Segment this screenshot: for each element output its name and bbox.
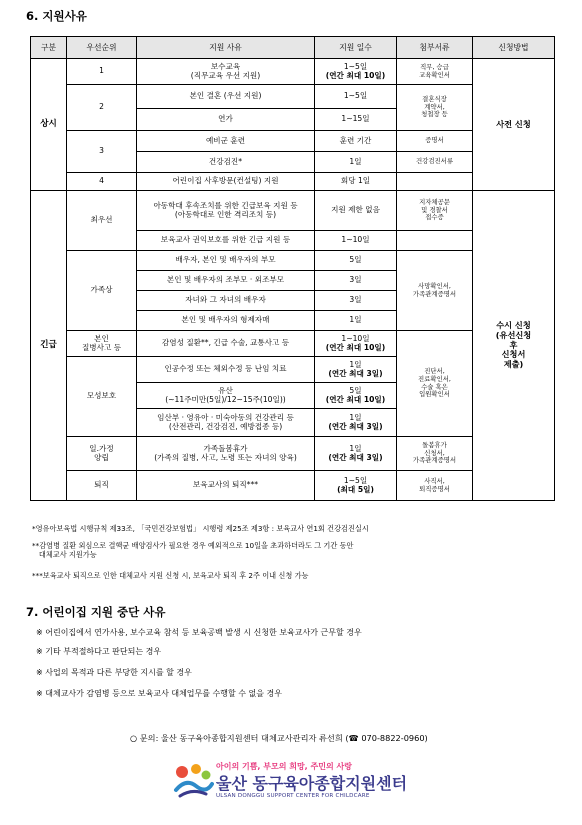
list-item: ※ 기타 부적절하다고 판단되는 경우: [36, 647, 162, 656]
docs-cell: 결혼식장 계약서, 청첩장 등: [397, 85, 473, 131]
days-cell: 1일 (연간 최대 3일): [315, 409, 397, 437]
docs-cell: 직무, 승급 교육확인서: [397, 59, 473, 85]
docs-cell: 건강검진서류: [397, 152, 473, 173]
header-priority: 우선순위: [67, 37, 137, 59]
days-cell: 5일 (연간 최대 10일): [315, 383, 397, 409]
days-cell: 5일: [315, 251, 397, 271]
logo-english: ULSAN DONGGU SUPPORT CENTER FOR CHILDCARE: [216, 793, 370, 799]
days-cell: 1~5일: [315, 85, 397, 109]
reason-cell: 건강검진*: [137, 152, 315, 173]
center-logo: [172, 760, 472, 810]
table-row: [31, 191, 555, 231]
reason-cell: 어린이집 사후방문(컨설팅) 지원: [137, 173, 315, 191]
header-category: 구분: [31, 37, 67, 59]
contact-info: ○ 문의: 울산 동구육아종합지원센터 대체교사관리자 류선희 (☎ 070-8822-0960): [130, 733, 428, 743]
reason-cell: 자녀와 그 자녀의 배우자: [137, 291, 315, 311]
docs-cell: 증명서: [397, 131, 473, 152]
docs-cell: [397, 173, 473, 191]
footnote-2: **감염병 질환 외심으로 결핵균 배양검사가 필요한 경우 예외적으로 10일을 초과하더라도 그 기간 동안 대체교사 지원가능: [32, 541, 354, 560]
reason-cell: 본인 및 배우자의 조부모 · 외조부모: [137, 271, 315, 291]
days-cell: 1~10일: [315, 231, 397, 251]
docs-cell: [397, 231, 473, 251]
docs-cell: 사망확인서, 가족관계증명서: [397, 251, 473, 331]
days-cell: 훈련 기간: [315, 131, 397, 152]
days-cell: 1~10일 (연간 최대 10일): [315, 331, 397, 357]
days-cell: 1~15일: [315, 109, 397, 131]
reason-cell: 연가: [137, 109, 315, 131]
footnote-1: *영유아보육법 시행규칙 제33조, 「국민건강보험법」 시행령 제25조 제3항 : 보육교사 연1회 건강검진실시: [32, 524, 369, 533]
table-header-row: [31, 37, 555, 59]
header-days: 지원 일수: [315, 37, 397, 59]
days-cell: 1일: [315, 311, 397, 331]
docs-cell: 진단서, 진료확인서, 수술 혹은 입원확인서: [397, 331, 473, 437]
priority-cell: 3: [67, 131, 137, 173]
group-top: 최우선: [67, 191, 137, 251]
reason-cell: 배우자, 본인 및 배우자의 부모: [137, 251, 315, 271]
days-cell: 지원 제한 없음: [315, 191, 397, 231]
method-urgent: 수시 신청 (유선신청 후 신청서 제출): [473, 191, 555, 501]
reason-cell: 가족돌봄휴가 (가족의 질병, 사고, 노령 또는 자녀의 양육): [137, 437, 315, 471]
table-row: [31, 59, 555, 85]
section6-title: 6. 지원사유: [26, 9, 87, 23]
days-cell: 1일 (연간 최대 3일): [315, 357, 397, 383]
group-family: 가족상: [67, 251, 137, 331]
days-cell: 회당 1일: [315, 173, 397, 191]
header-reason: 지원 사유: [137, 37, 315, 59]
reason-cell: 본인 및 배우자의 형제자매: [137, 311, 315, 331]
list-item: ※ 사업의 목적과 다른 부당한 지시를 할 경우: [36, 668, 192, 677]
days-cell: 1일 (연간 최대 3일): [315, 437, 397, 471]
header-docs: 첨부서류: [397, 37, 473, 59]
priority-cell: 4: [67, 173, 137, 191]
reason-cell: 예비군 훈련: [137, 131, 315, 152]
group-retire: 퇴직: [67, 471, 137, 501]
priority-cell: 1: [67, 59, 137, 85]
list-item: ※ 어린이집에서 연가사용, 보수교육 참석 등 보육공백 발생 시 신청한 보육교사가 근무할 경우: [36, 628, 362, 637]
days-cell: 3일: [315, 271, 397, 291]
footnote-3: ***보육교사 퇴직으로 인한 대체교사 지원 신청 시, 보육교사 퇴직 후 2주 이내 신청 가능: [32, 571, 309, 580]
days-cell: 1일: [315, 152, 397, 173]
logo-slogan: 아이의 기쁨, 부모의 희망, 주민의 사랑: [216, 762, 352, 771]
method-regular: 사전 신청: [473, 59, 555, 191]
support-reason-table: [30, 36, 555, 501]
section7-title: 7. 어린이집 지원 중단 사유: [26, 605, 166, 619]
group-maternity: 모성보호: [67, 357, 137, 437]
priority-cell: 2: [67, 85, 137, 131]
docs-cell: 돌봄휴가 신청서, 가족관계증명서: [397, 437, 473, 471]
reason-cell: 아동학대 후속조치를 위한 긴급보육 지원 등 (아동학대로 인한 격리조치 등): [137, 191, 315, 231]
category-urgent: 긴급: [31, 191, 67, 501]
group-illness: 본인 질병사고 등: [67, 331, 137, 357]
reason-cell: 보육교사 권익보호를 위한 긴급 지원 등: [137, 231, 315, 251]
list-item: ※ 대체교사가 감염병 등으로 보육교사 대체업무를 수행할 수 없을 경우: [36, 689, 282, 698]
reason-cell: 보육교사의 퇴직***: [137, 471, 315, 501]
days-cell: 1~5일 (최대 5일): [315, 471, 397, 501]
group-family-care: 일.가정 양립: [67, 437, 137, 471]
category-regular: 상시: [31, 59, 67, 191]
header-method: 신청방법: [473, 37, 555, 59]
reason-cell: 유산 (~11주미만(5일)/12~15주(10일)): [137, 383, 315, 409]
docs-cell: 지자체공문 및 경찰서 접수증: [397, 191, 473, 231]
logo-mark-icon: [172, 760, 214, 800]
reason-cell: 임산부 · 영유아 · 미숙아동의 건강관리 등 (산전관리, 건강검진, 예방접종 등): [137, 409, 315, 437]
days-cell: 3일: [315, 291, 397, 311]
days-cell: 1~5일 (연간 최대 10일): [315, 59, 397, 85]
reason-cell: 보수교육 (직무교육 우선 지원): [137, 59, 315, 85]
logo-name: 울산 동구육아종합지원센터: [216, 774, 408, 793]
reason-cell: 본인 결혼 (우선 지원): [137, 85, 315, 109]
reason-cell: 감염성 질환**, 긴급 수술, 교통사고 등: [137, 331, 315, 357]
reason-cell: 인공수정 또는 체외수정 등 난임 치료: [137, 357, 315, 383]
docs-cell: 사직서, 퇴직증명서: [397, 471, 473, 501]
